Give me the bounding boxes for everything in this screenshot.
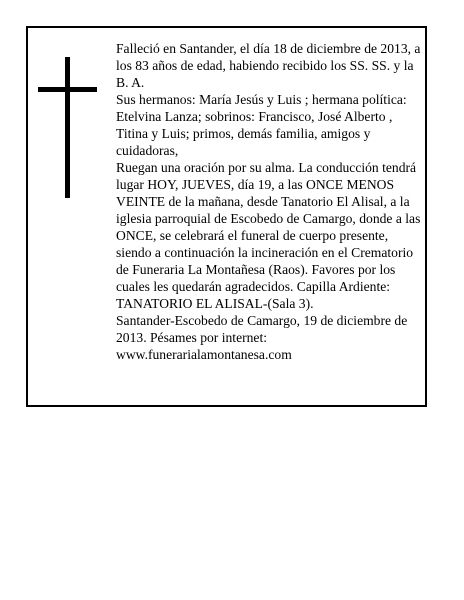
cross-vertical-bar [65,57,70,198]
funeral-details-paragraph [116,159,424,312]
place-date-paragraph [116,312,424,363]
text-line: cuales les quedarán agradecidos. Capilla Ardiente: [116,279,391,294]
text-line: 2013. Pésames por internet: [116,330,268,345]
family-paragraph [116,91,424,159]
text-line: Sus hermanos: María Jesús y Luis ; hermana política: [116,92,407,107]
text-line: Santander-Escobedo de Camargo, 19 de diciembre de [116,313,408,328]
cross-horizontal-bar [38,87,97,92]
text-line: TANATORIO EL ALISAL-(Sala 3). [116,296,314,311]
text-line: B. A. [116,75,145,90]
cross-icon [38,57,97,198]
text-line: Etelvina Lanza; sobrinos: Francisco, José Alberto , [116,109,393,124]
text-line: Ruegan una oración por su alma. La conducción tendrá [116,160,417,175]
text-line: Falleció en Santander, el día 18 de diciembre de 2013, a [116,41,421,56]
text-line: ONCE, se celebrará el funeral de cuerpo presente, [116,228,389,243]
condolences-website: www.funerarialamontanesa.com [116,347,292,362]
text-line: cuidadoras, [116,143,179,158]
text-line: de Funeraria La Montañesa (Raos). Favores por los [116,262,396,277]
obituary-text [116,40,424,363]
death-announcement-paragraph [116,40,424,91]
text-line: los 83 años de edad, habiendo recibido los SS. SS. y la [116,58,414,73]
text-line: VEINTE de la mañana, desde Tanatorio El Alisal, a la [116,194,410,209]
obituary-notice [26,26,427,407]
text-line: lugar HOY, JUEVES, día 19, a las ONCE MENOS [116,177,395,192]
text-line: Titina y Luis; primos, demás familia, amigos y [116,126,371,141]
text-line: siendo a continuación la incineración en el Crematorio [116,245,414,260]
text-line: iglesia parroquial de Escobedo de Camargo, donde a las [116,211,421,226]
